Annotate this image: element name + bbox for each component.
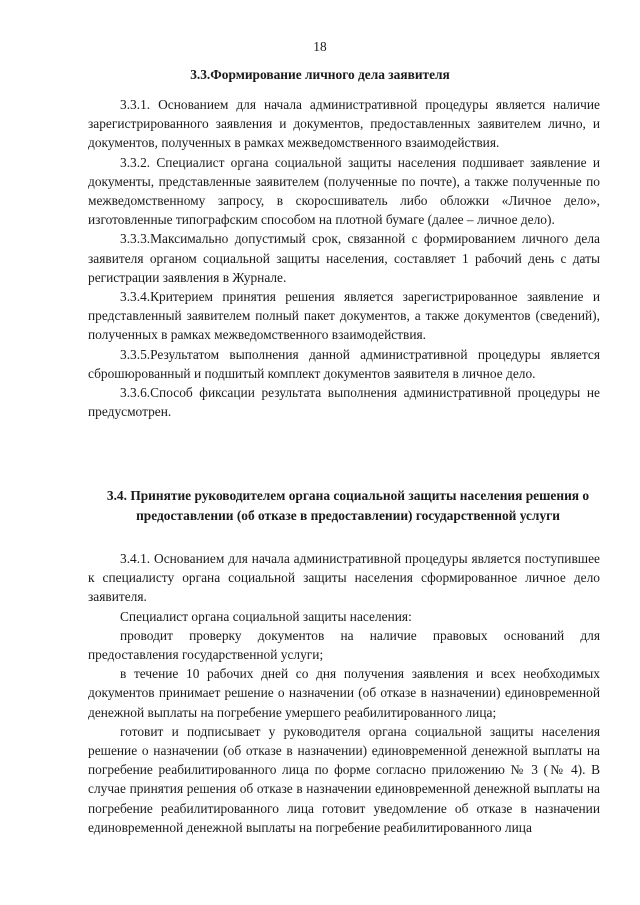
paragraph-3-4-1: 3.4.1. Основанием для начала административной процедуры является поступившее к специалисту органа социальной защиты населения сформированное личное дело заявителя. xyxy=(88,551,600,605)
section-3-4-title: 3.4. Принятие руководителем органа социальной защиты населения решения о предоставлении (об отказе в предоставлении) государственной услуги xyxy=(106,488,590,523)
paragraph-3-3-1: 3.3.1. Основанием для начала административной процедуры является наличие зарегистрированного заявления и документов, предоставленных заявителем лично, и документов, полученных в рамках межведомственного взаимодействия. xyxy=(88,97,600,151)
paragraph-3-3-3: 3.3.3.Максимально допустимый срок, связанной с формированием личного дела заявителя органом социальной защиты населения, составляет 1 рабочий день с даты регистрации заявления в Журнале. xyxy=(88,231,600,285)
paragraph-prepare-decision: готовит и подписывает у руководителя органа социальной защиты населения решение о назначении (об отказе в назначении) единовременной денежной выплаты на погребение реабилитированного лица по форме согласно приложению № 3 (№ 4). В случае принятия решения об отказе в назначении единовременной денежной выплаты на погребение реабилитированного лица готовит уведомление об отказе в назначении единовременной денежной выплаты на погребение реабилитированного лица xyxy=(88,723,600,835)
section-3-3-body xyxy=(88,95,600,421)
paragraph-specialist: Специалист органа социальной защиты населения: xyxy=(120,608,412,624)
paragraph-decision-term: в течение 10 рабочих дней со дня получения заявления и всех необходимых документов принимает решение о назначении (об отказе в назначении) единовременной денежной выплаты на погребение умершего реабилитированного лица; xyxy=(88,666,600,720)
paragraph-3-3-2: 3.3.2. Специалист органа социальной защиты населения подшивает заявление и документы, представленные заявителем (полученные по почте), а также полученные по межведомственному запросу, в скоросшиватель либо обложки «Личное дело», изготовленные типографским способом на плотной бумаге (далее – личное дело). xyxy=(88,154,600,228)
paragraph-3-3-6: 3.3.6.Способ фиксации результата выполнения административной процедуры не предусмотрен. xyxy=(88,385,600,420)
section-3-4-body xyxy=(88,549,600,837)
section-3-3-title: 3.3.Формирование личного дела заявителя xyxy=(190,67,450,82)
page-number: 18 xyxy=(313,39,327,54)
paragraph-3-3-5: 3.3.5.Результатом выполнения данной административной процедуры является сброшюрованный и подшитый комплект документов заявителя в личное дело. xyxy=(88,346,600,381)
paragraph-3-3-4: 3.3.4.Критерием принятия решения является зарегистрированное заявление и представленный заявителем полный пакет документов, а также документов (сведений), полученных в рамках межведомственного взаимодействия. xyxy=(88,289,600,343)
paragraph-check-documents: проводит проверку документов на наличие правовых оснований для предоставления государственной услуги; xyxy=(88,627,600,663)
